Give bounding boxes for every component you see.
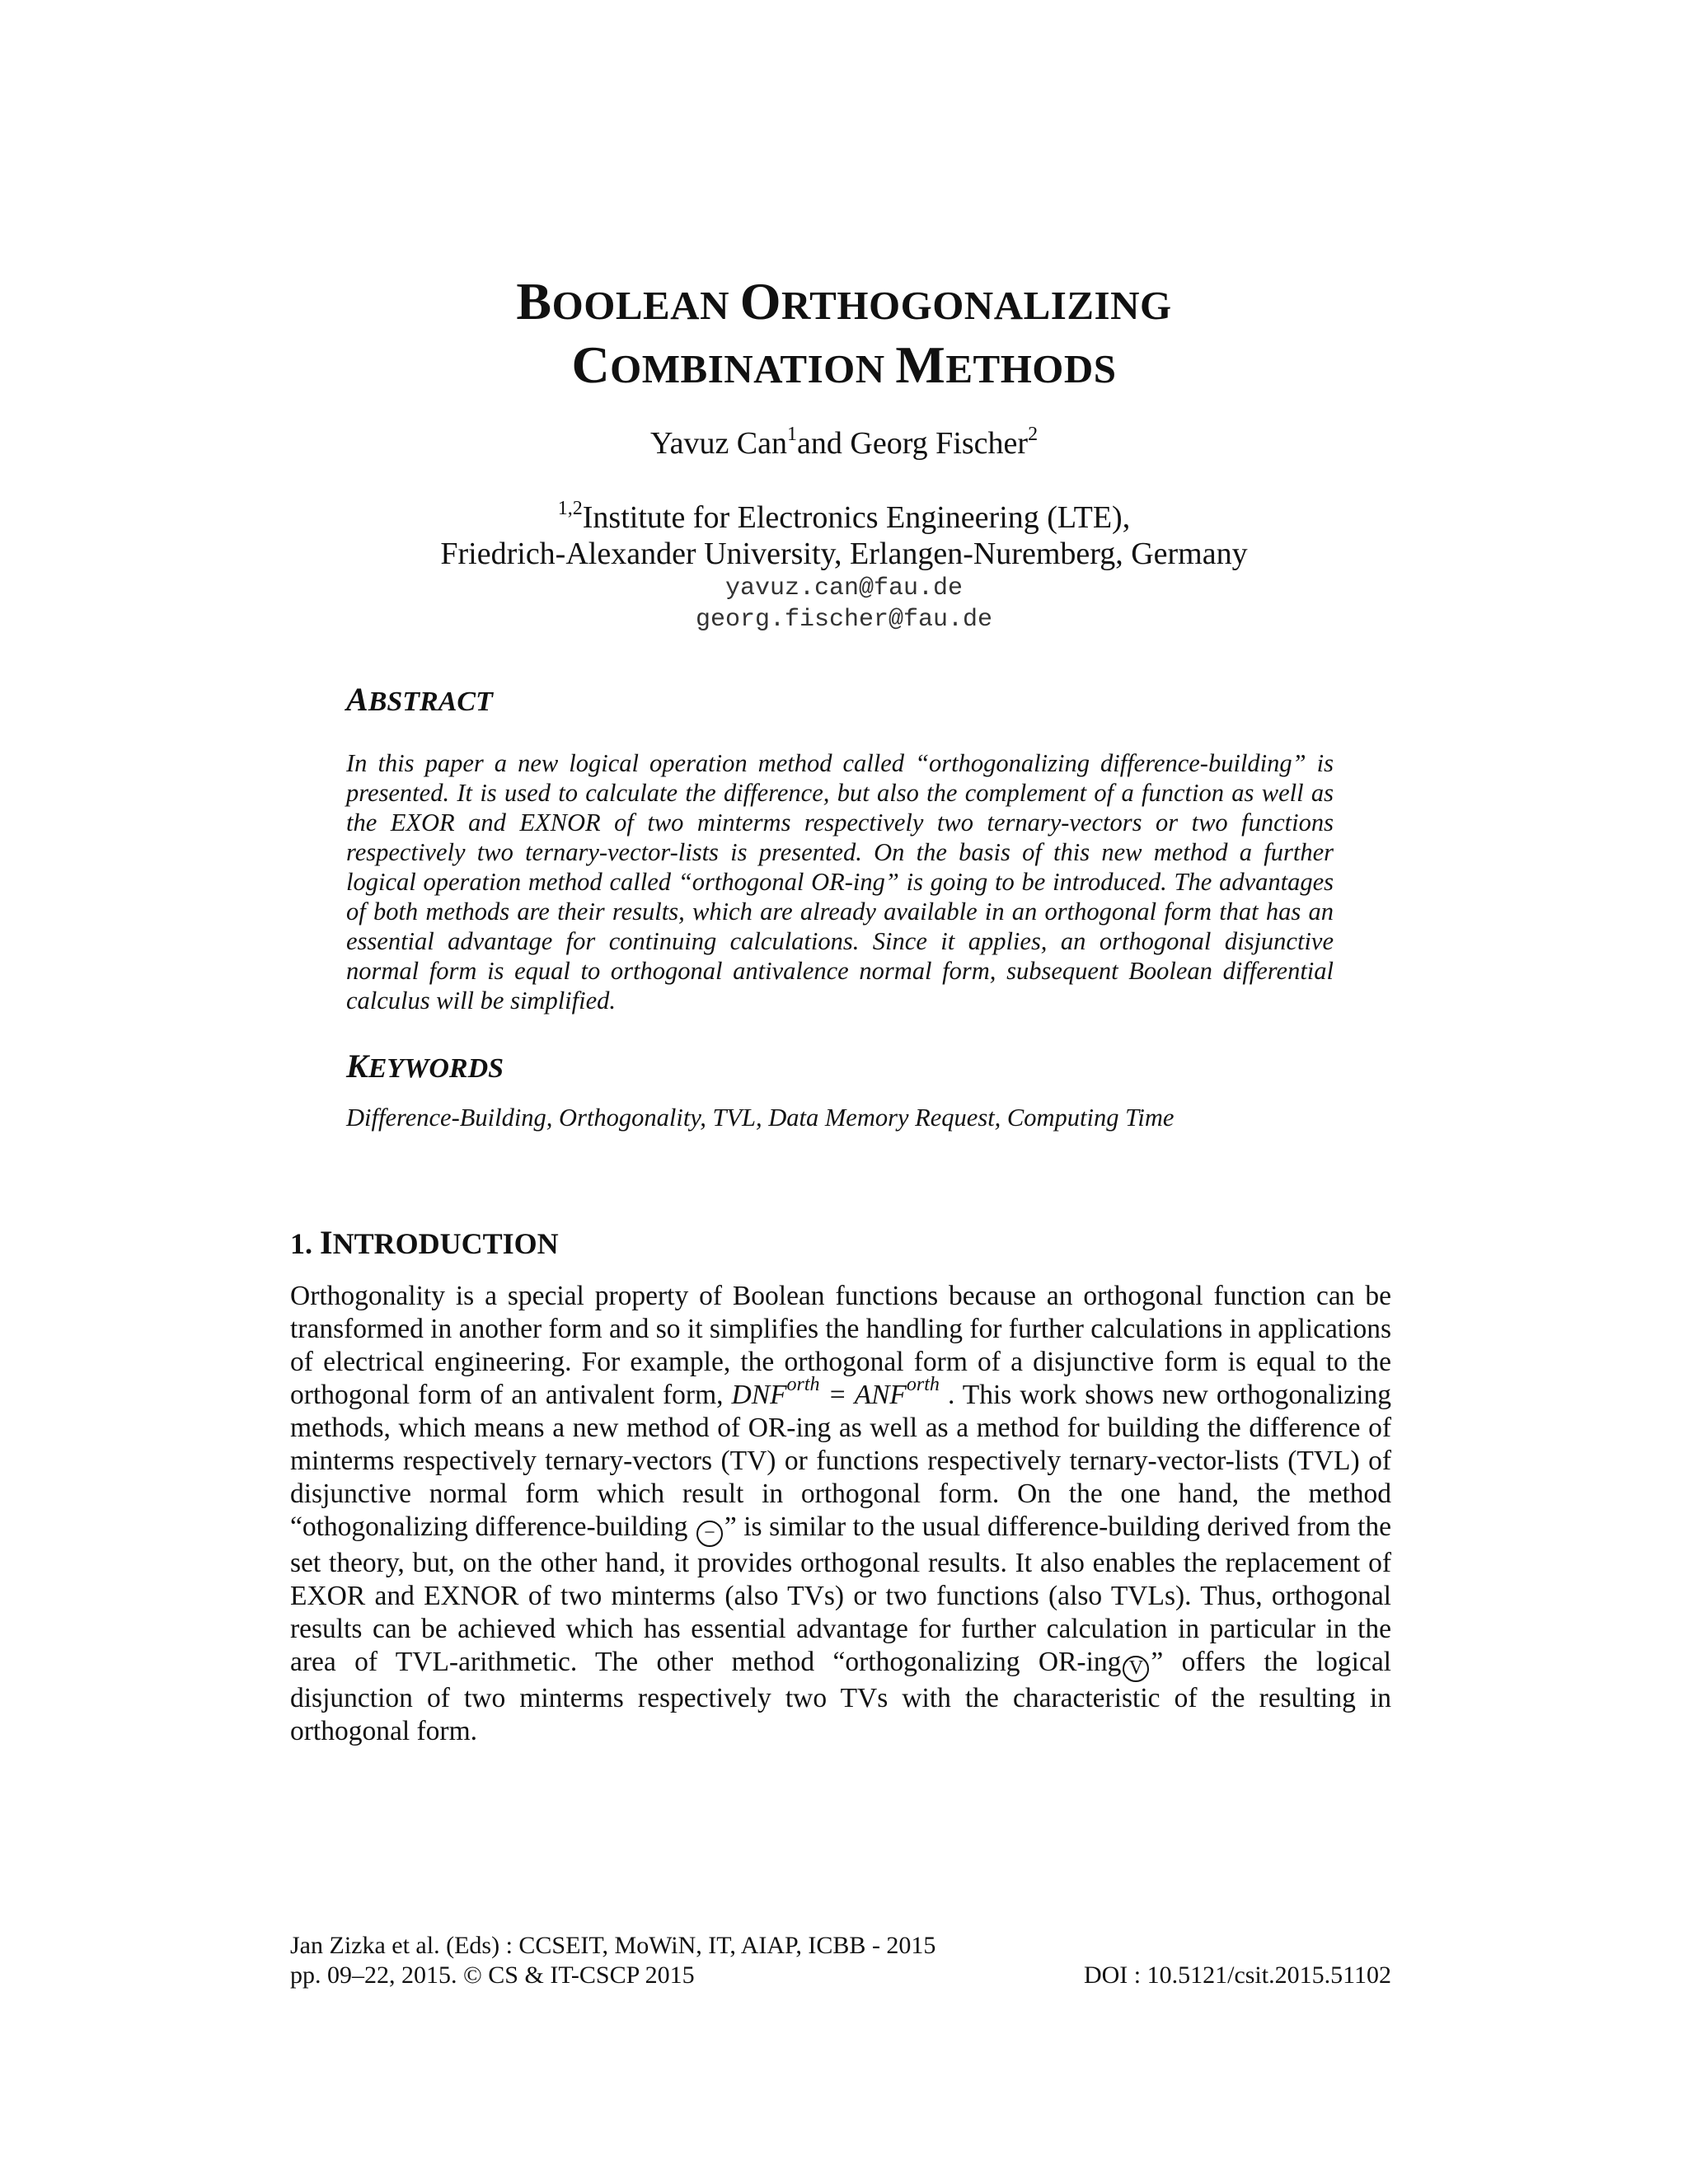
keywords-text: Difference-Building, Orthogonality, TVL, Data Memory Request, Computing Time (346, 1104, 1175, 1132)
title-line-1: BOOLEAN ORTHOGONALIZING (516, 272, 1172, 330)
email-2: georg.fischer@fau.de (695, 606, 993, 634)
affiliation: $^{1,2}$Institute for Electronics Engineering (LTE), Friedrich-Alexander University, Erlangen-Nuremberg, Germany (440, 498, 1248, 571)
paper-title (0, 272, 1688, 399)
author-1: Yavuz Can (649, 426, 788, 461)
abstract-heading: ABSTRACT (346, 681, 493, 718)
author-list: Yavuz Can$^1$and Georg Fischer$^2$ (649, 424, 1039, 461)
introduction-paragraph: Orthogonality is a special property of Boolean functions because an orthogonal function can be transformed in another form and so it simplifies the handling for further calculations in applications of electrical engineering. For example, the orthogonal form of a disjunctive form is equal to the orthogonal form of an antivalent form, $DNF^{orth} = ANF^{orth}$ . This work shows new orthogonalizing methods, which means a new method of OR-ing as well as a method for building the difference of minterms respectively ternary-vectors (TV) or functions respectively ternary-vector-lists (TVL) of disjunctive normal form which result in orthogonal form. On the one hand, the method “othogonalizing difference-building − ” is similar to the usual difference-building derived from the set theory, but, on the other hand, it provides orthogonal results. It also enables the replacement of EXOR and EXNOR of two minterms (also TVs) or two functions (also TVLs). Thus, orthogonal results can be achieved which has essential advantage for further calculation in particular in the area of TVL-arithmetic. The other method “orthogonalizing OR-ing V ” offers the logical disjunction of two minterms respectively two TVs with the characteristic of the resulting in orthogonal form. (290, 1281, 1391, 1746)
keywords-heading: KEYWORDS (346, 1047, 504, 1085)
footer-doi: DOI : 10.5121/csit.2015.51102 (1083, 1961, 1391, 1989)
equation-dnf-anf: $DNF^{orth} = ANF^{orth}$ (731, 1374, 940, 1410)
author-2: Georg Fischer (850, 426, 1029, 461)
footer-editors: Jan Zizka et al. (Eds) : CCSEIT, MoWiN, IT, AIAP, ICBB - 2015 (290, 1932, 936, 1959)
author-emails (0, 573, 1688, 635)
circled-minus-operator-icon: − (696, 1521, 723, 1547)
email-1: yavuz.can@fau.de (724, 574, 964, 602)
introduction-heading: 1. INTRODUCTION (290, 1224, 559, 1261)
title-line-2: COMBINATION METHODS (571, 335, 1117, 394)
circled-or-operator-icon: V (1123, 1656, 1149, 1682)
footer-pages: pp. 09–22, 2015. © CS & IT-CSCP 2015 (290, 1961, 695, 1989)
abstract-text: In this paper a new logical operation method called “orthogonalizing difference-building” is presented. It is used to calculate the difference, but also the complement of a function as well as the EXOR and EXNOR of two minterms respectively two ternary-vectors or two functions respectively two ternary-vector-lists is presented. On the basis of this new method a further logical operation method called “orthogonal OR-ing” is going to be introduced. The advantages of both methods are their results, which are already available in an orthogonal form that has an essential advantage for continuing calculations. Since it applies, an orthogonal disjunctive normal form is equal to orthogonal antivalence normal form, subsequent Boolean differential calculus will be simplified. (346, 749, 1334, 1015)
